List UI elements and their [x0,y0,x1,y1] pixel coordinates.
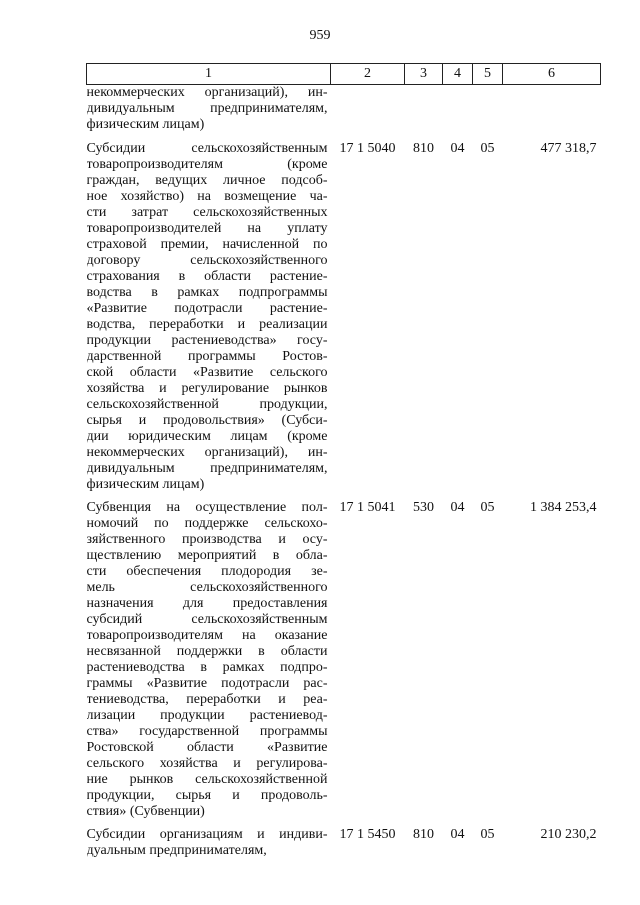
header-col-2: 2 [331,64,405,85]
description-line: сельскохозяйственной продукции, [86,397,328,412]
expense-type-code: 530 [413,500,434,515]
description-line: назначения для предоставления [86,596,328,611]
description-line: дуальным предпринимателям, [86,843,267,858]
description-line: субсидий сельскохозяйственным [86,612,328,627]
description-line: ществлению мероприятий в обла- [86,548,328,563]
expense-type-code: 810 [413,141,434,156]
table-row [87,141,601,500]
description-line: мель сельскохозяйственного [86,580,328,595]
description-line: некоммерческих организаций), ин- [86,85,328,100]
description-line: дарственной программы Ростов- [86,349,328,364]
subsection-code: 05 [480,827,495,842]
description-line: ние рынков сельскохозяйственной [86,772,328,787]
description-line: Ростовской области «Развитие [86,740,328,755]
description-line: дии юридическим лицам (кроме [86,429,328,444]
budget-table [86,63,601,866]
amount: 210 230,2 [540,827,597,842]
description-line: граммы «Развитие подотрасли рас- [86,676,328,691]
description-line: ствия» (Субвенции) [86,804,205,819]
description-line: зяйственного производства и осу- [86,532,328,547]
target-article-code [331,85,405,142]
description-line: несвязанной поддержки в области [86,644,328,659]
table-row [87,827,601,866]
row-description [87,85,331,142]
description-line: сти обеспечения плодородия зе- [86,564,328,579]
description-line: водства, переработки и реализации [86,317,328,332]
description-line: страхования в области растение- [86,269,328,284]
description-line: ное хозяйство) на возмещение ча- [86,189,328,204]
description-line: Субсидии организациям и индиви- [86,827,328,842]
table-header-row [87,64,601,85]
description-line: товаропроизводителям (кроме [86,157,328,172]
amount [503,85,601,142]
description-line: страховой премии, начисленной по [86,237,328,252]
description-line: тениеводства, переработки и реа- [86,692,328,707]
description-line: физическим лицам) [86,117,205,132]
expense-type-code [405,85,443,142]
description-line: товаропроизводителей на уплату [86,221,328,236]
description-line: «Развитие подотрасли растение- [86,301,328,316]
description-line: сырья и продовольствия» (Субси- [86,413,328,428]
target-article-code: 17 1 5450 [339,827,396,842]
target-article-code: 17 1 5040 [339,141,396,156]
expense-type-code: 810 [413,827,434,842]
description-line: растениеводства в рамках подпро- [86,660,328,675]
header-col-1: 1 [87,64,331,85]
description-line: Субсидии сельскохозяйственным [86,141,328,156]
header-col-4: 4 [443,64,473,85]
row-description [87,141,331,500]
section-code: 04 [450,141,465,156]
description-line: водства в рамках подпрограммы [86,285,328,300]
description-line: дивидуальным предпринимателям, [86,461,328,476]
description-line: ства» государственной программы [86,724,328,739]
description-line: ской области «Развитие сельского [86,365,328,380]
description-line: договору сельскохозяйственного [86,253,328,268]
row-description [87,827,331,866]
description-line: продукции, сырья и продоволь- [86,788,328,803]
amount: 1 384 253,4 [530,500,597,515]
header-col-3: 3 [405,64,443,85]
section-code [443,85,473,142]
subsection-code [473,85,503,142]
target-article-code: 17 1 5041 [339,500,396,515]
description-line: Субвенция на осуществление пол- [86,500,328,515]
section-code: 04 [450,827,465,842]
table-body [87,85,601,867]
description-line: хозяйства и регулирование рынков [86,381,328,396]
row-description [87,500,331,827]
description-line: физическим лицам) [86,477,205,492]
page-number: 959 [309,28,331,43]
subsection-code: 05 [480,500,495,515]
description-line: товаропроизводителям на оказание [86,628,328,643]
amount: 477 318,7 [540,141,597,156]
description-line: номочий по поддержке сельскохо- [86,516,328,531]
description-line: продукции растениеводства» госу- [86,333,328,348]
subsection-code: 05 [480,141,495,156]
section-code: 04 [450,500,465,515]
description-line: сти затрат сельскохозяйственных [86,205,328,220]
description-line: сельского хозяйства и регулирова- [86,756,328,771]
header-col-5: 5 [473,64,503,85]
header-col-6: 6 [503,64,601,85]
table-row [87,85,601,142]
table-row [87,500,601,827]
description-line: некоммерческих организаций), ин- [86,445,328,460]
description-line: лизации продукции растениевод- [86,708,328,723]
description-line: граждан, ведущих личное подсоб- [86,173,328,188]
description-line: дивидуальным предпринимателям, [86,101,328,116]
